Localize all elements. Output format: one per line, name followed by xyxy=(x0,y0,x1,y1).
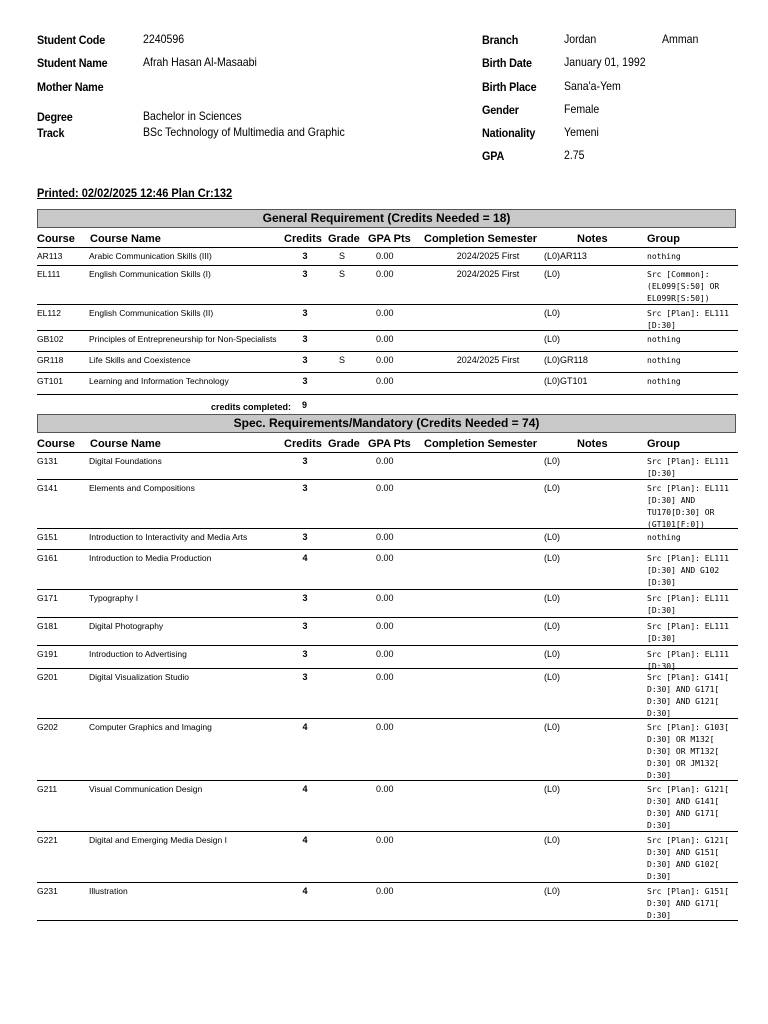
course-gpa-pts: 0.00 xyxy=(376,334,394,344)
course-credits: 3 xyxy=(302,649,308,659)
course-name: Digital Photography xyxy=(89,621,164,631)
course-code: GT101 xyxy=(37,376,63,386)
course-group: Src [Common]: (EL099[S:50] OR EL099R[S:50]) xyxy=(647,270,720,303)
course-name: Digital and Emerging Media Design I xyxy=(89,835,227,845)
course-credits: 4 xyxy=(302,553,308,563)
course-name: Typography I xyxy=(89,593,139,603)
course-name: English Communication Skills (I) xyxy=(89,269,211,279)
course-name: Principles of Entrepreneurship for Non-Specialists xyxy=(89,334,277,344)
course-code: G202 xyxy=(37,722,58,732)
course-gpa-pts: 0.00 xyxy=(376,722,394,732)
birth-date-value: January 01, 1992 xyxy=(564,55,646,69)
birth-place-label: Birth Place xyxy=(482,80,537,94)
general-table-bottom-rule xyxy=(37,394,738,395)
course-name: Arabic Communication Skills (III) xyxy=(89,251,212,261)
course-group: Src [Plan]: EL111 [D:30] AND G102 [D:30] xyxy=(647,554,729,587)
course-group: Src [Plan]: G121[ D:30] AND G151[ D:30] AND G102[ D:30] xyxy=(647,836,729,881)
student-name-label: Student Name xyxy=(37,56,108,70)
birth-date-label: Birth Date xyxy=(482,56,532,70)
table-row xyxy=(37,304,738,331)
branch-label: Branch xyxy=(482,33,519,47)
course-notes: (L0) xyxy=(544,649,561,659)
degree-value: Bachelor in Sciences xyxy=(143,109,242,123)
course-credits: 3 xyxy=(302,593,308,603)
printed-info: Printed: 02/02/2025 12:46 Plan Cr:132 xyxy=(37,186,233,200)
course-code: G171 xyxy=(37,593,58,603)
col-grade: Grade xyxy=(328,438,360,450)
course-notes: (L0) xyxy=(544,835,561,845)
course-name: Illustration xyxy=(89,886,128,896)
course-credits: 4 xyxy=(302,722,308,732)
course-group: nothing xyxy=(647,356,681,365)
col-completion: Completion Semester xyxy=(424,438,538,450)
course-gpa-pts: 0.00 xyxy=(376,251,394,261)
course-notes: (L0) xyxy=(544,269,561,279)
course-credits: 3 xyxy=(302,308,308,318)
course-grade: S xyxy=(338,269,345,279)
student-info xyxy=(0,0,768,180)
course-credits: 3 xyxy=(302,483,308,493)
gender-label: Gender xyxy=(482,103,519,117)
course-notes: (L0) xyxy=(544,308,561,318)
course-gpa-pts: 0.00 xyxy=(376,269,394,279)
course-notes: (L0) xyxy=(544,334,561,344)
course-name: Introduction to Advertising xyxy=(89,649,187,659)
course-completion-semester: 2024/2025 First xyxy=(456,251,520,261)
spec-table-bottom-rule xyxy=(37,920,738,921)
course-completion-semester: 2024/2025 First xyxy=(456,355,520,365)
branch-country-value: Jordan xyxy=(564,32,597,46)
col-course-name: Course Name xyxy=(90,438,161,450)
table-row xyxy=(37,589,738,618)
gpa-value: 2.75 xyxy=(564,148,585,162)
course-credits: 3 xyxy=(302,532,308,542)
course-credits: 4 xyxy=(302,835,308,845)
table-row xyxy=(37,372,738,393)
course-group: nothing xyxy=(647,252,681,261)
col-gpa-pts: GPA Pts xyxy=(368,438,411,450)
course-code: EL111 xyxy=(37,269,61,279)
course-code: G231 xyxy=(37,886,58,896)
course-name: Elements and Compositions xyxy=(89,483,195,493)
col-gpa-pts: GPA Pts xyxy=(368,233,411,245)
course-group: Src [Plan]: G103[ D:30] OR M132[ D:30] OR MT132[ D:30] OR JM132[ D:30] xyxy=(647,723,729,780)
course-notes: (L0) xyxy=(544,553,561,563)
col-course: Course xyxy=(37,438,75,450)
course-code: G201 xyxy=(37,672,58,682)
course-group: Src [Plan]: EL111 [D:30] xyxy=(647,309,729,330)
course-group: Src [Plan]: EL111 [D:30] AND TU170[D:30] OR (GT101[F:0]) xyxy=(647,484,729,529)
course-gpa-pts: 0.00 xyxy=(376,886,394,896)
course-name: Digital Visualization Studio xyxy=(89,672,190,682)
course-notes: (L0) xyxy=(544,784,561,794)
course-name: Digital Foundations xyxy=(89,456,162,466)
course-grade: S xyxy=(338,355,345,365)
course-credits: 3 xyxy=(302,334,308,344)
nationality-value: Yemeni xyxy=(564,125,599,139)
course-credits: 3 xyxy=(302,355,308,365)
course-code: GR118 xyxy=(37,355,64,365)
general-requirement-header: General Requirement (Credits Needed = 18) xyxy=(37,209,736,228)
table-row xyxy=(37,718,738,781)
course-notes: (L0) xyxy=(544,483,561,493)
course-credits: 4 xyxy=(302,886,308,896)
col-completion: Completion Semester xyxy=(424,233,538,245)
course-notes: (L0)GR118 xyxy=(544,355,588,365)
course-code: G141 xyxy=(37,483,58,493)
table-row xyxy=(37,831,738,883)
course-group: Src [Plan]: G141[ D:30] AND G171[ D:30] AND G121[ D:30] xyxy=(647,673,729,718)
course-gpa-pts: 0.00 xyxy=(376,355,394,365)
track-label: Track xyxy=(37,126,65,140)
course-group: nothing xyxy=(647,335,681,344)
branch-city-value: Amman xyxy=(662,32,699,46)
course-gpa-pts: 0.00 xyxy=(376,835,394,845)
col-grade: Grade xyxy=(328,233,360,245)
table-row xyxy=(37,668,738,719)
course-notes: (L0) xyxy=(544,593,561,603)
course-name: Introduction to Interactivity and Media Arts xyxy=(89,532,248,542)
credits-completed-label: credits completed: xyxy=(211,402,292,412)
course-group: Src [Plan]: EL111 [D:30] xyxy=(647,594,729,615)
course-name: English Communication Skills (II) xyxy=(89,308,214,318)
degree-label: Degree xyxy=(37,110,73,124)
birth-place-value: Sana'a-Yem xyxy=(564,79,621,93)
table-row xyxy=(37,780,738,832)
course-name: Introduction to Media Production xyxy=(89,553,212,563)
spec-requirement-header: Spec. Requirements/Mandatory (Credits Needed = 74) xyxy=(37,414,736,433)
table-row xyxy=(37,528,738,550)
course-code: EL112 xyxy=(37,308,61,318)
course-gpa-pts: 0.00 xyxy=(376,553,394,563)
course-name: Visual Communication Design xyxy=(89,784,203,794)
credits-completed-value: 9 xyxy=(302,400,308,410)
table-row xyxy=(37,247,738,266)
course-group: Src [Plan]: G121[ D:30] AND G141[ D:30] AND G171[ D:30] xyxy=(647,785,729,830)
course-credits: 4 xyxy=(302,784,308,794)
col-group: Group xyxy=(647,233,680,245)
col-course: Course xyxy=(37,233,75,245)
course-code: G181 xyxy=(37,621,58,631)
course-gpa-pts: 0.00 xyxy=(376,376,394,386)
course-name: Learning and Information Technology xyxy=(89,376,229,386)
table-row xyxy=(37,882,738,920)
col-notes: Notes xyxy=(577,233,608,245)
table-row xyxy=(37,645,738,669)
course-code: G151 xyxy=(37,532,58,542)
course-name: Life Skills and Coexistence xyxy=(89,355,191,365)
course-code: G131 xyxy=(37,456,58,466)
course-code: G161 xyxy=(37,553,58,563)
course-code: G221 xyxy=(37,835,58,845)
course-name: Computer Graphics and Imaging xyxy=(89,722,212,732)
course-gpa-pts: 0.00 xyxy=(376,456,394,466)
course-notes: (L0) xyxy=(544,722,561,732)
course-group: Src [Plan]: G151[ D:30] AND G171[ D:30] xyxy=(647,887,729,920)
course-group: Src [Plan]: EL111 [D:30] xyxy=(647,650,729,671)
course-group: Src [Plan]: EL111 [D:30] xyxy=(647,457,729,478)
table-row xyxy=(37,549,738,590)
general-table-header xyxy=(37,231,738,247)
course-code: G191 xyxy=(37,649,58,659)
course-notes: (L0) xyxy=(544,456,561,466)
table-row xyxy=(37,617,738,646)
course-credits: 3 xyxy=(302,376,308,386)
course-gpa-pts: 0.00 xyxy=(376,593,394,603)
course-credits: 3 xyxy=(302,672,308,682)
course-code: GB102 xyxy=(37,334,64,344)
course-notes: (L0) xyxy=(544,886,561,896)
course-notes: (L0) xyxy=(544,672,561,682)
course-group: nothing xyxy=(647,533,681,542)
nationality-label: Nationality xyxy=(482,126,536,140)
course-gpa-pts: 0.00 xyxy=(376,784,394,794)
course-notes: (L0)GT101 xyxy=(544,376,588,386)
table-row xyxy=(37,351,738,373)
course-notes: (L0)AR113 xyxy=(544,251,587,261)
course-group: Src [Plan]: EL111 [D:30] xyxy=(647,622,729,643)
col-course-name: Course Name xyxy=(90,233,161,245)
col-credits: Credits xyxy=(284,438,322,450)
gender-value: Female xyxy=(564,102,600,116)
student-code-label: Student Code xyxy=(37,33,106,47)
gpa-label: GPA xyxy=(482,149,505,163)
track-value: BSc Technology of Multimedia and Graphic xyxy=(143,125,345,139)
student-code-value: 2240596 xyxy=(143,32,185,46)
course-gpa-pts: 0.00 xyxy=(376,483,394,493)
course-group: nothing xyxy=(647,377,681,386)
course-gpa-pts: 0.00 xyxy=(376,621,394,631)
course-code: AR113 xyxy=(37,251,63,261)
spec-table-header xyxy=(37,436,738,452)
col-notes: Notes xyxy=(577,438,608,450)
col-credits: Credits xyxy=(284,233,322,245)
mother-name-label: Mother Name xyxy=(37,80,104,94)
table-row xyxy=(37,265,738,305)
course-gpa-pts: 0.00 xyxy=(376,532,394,542)
course-grade: S xyxy=(338,251,345,261)
student-name-value: Afrah Hasan Al-Masaabi xyxy=(143,55,257,69)
col-group: Group xyxy=(647,438,680,450)
table-row xyxy=(37,479,738,529)
course-code: G211 xyxy=(37,784,58,794)
course-credits: 3 xyxy=(302,621,308,631)
course-credits: 3 xyxy=(302,251,308,261)
course-credits: 3 xyxy=(302,456,308,466)
course-gpa-pts: 0.00 xyxy=(376,308,394,318)
course-completion-semester: 2024/2025 First xyxy=(456,269,520,279)
course-gpa-pts: 0.00 xyxy=(376,649,394,659)
table-row xyxy=(37,330,738,352)
course-notes: (L0) xyxy=(544,621,561,631)
course-credits: 3 xyxy=(302,269,308,279)
course-notes: (L0) xyxy=(544,532,561,542)
table-row xyxy=(37,452,738,480)
course-gpa-pts: 0.00 xyxy=(376,672,394,682)
